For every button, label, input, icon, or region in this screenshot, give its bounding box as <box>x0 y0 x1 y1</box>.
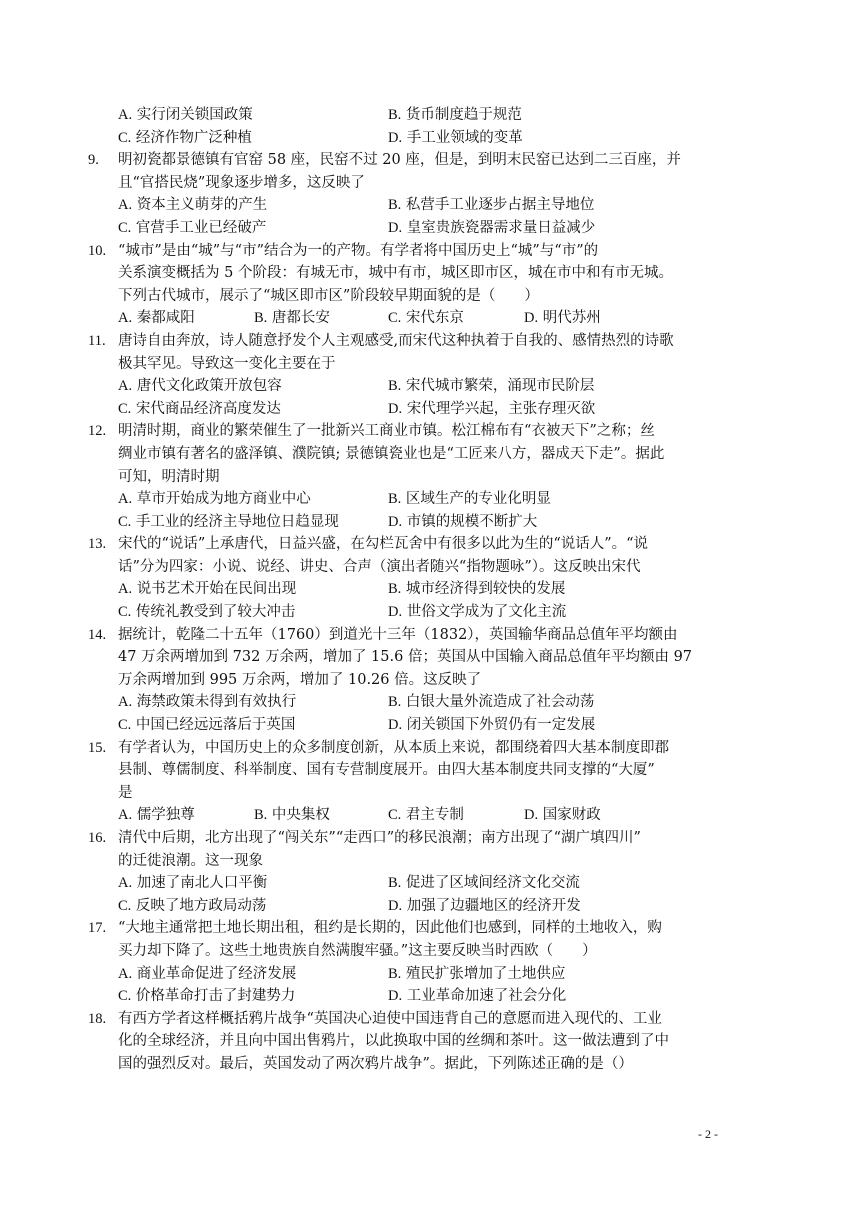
question-stem-line: 话”分为四家：小说、说经、讲史、合声（演出者随兴“指物题咏”）。这反映出宋代 <box>118 558 641 575</box>
question-stem-line: 是 <box>118 784 133 801</box>
option-d[interactable]: D. 市镇的规模不断扩大 <box>388 513 538 530</box>
question-15 <box>88 737 738 827</box>
option-a[interactable]: A. 实行闭关锁国政策 <box>118 107 253 123</box>
question-stem-line: 绸业市镇有著名的盛泽镇、濮院镇; 景德镇瓷业也是“工匠来八方，器成天下走”。据此 <box>118 445 665 462</box>
page-number: - 2 - <box>698 1127 718 1141</box>
option-d[interactable]: D. 皇室贵族瓷器需求量日益减少 <box>388 219 596 236</box>
question-stem-line: 清代中后期，北方出现了“闯关东”“走西口”的移民浪潮；南方出现了“湖广填四川” <box>118 830 641 846</box>
question-number: 10. <box>88 242 107 259</box>
question-13 <box>88 533 738 623</box>
question-list <box>88 104 738 1076</box>
question-12 <box>88 420 738 533</box>
question-number: 13. <box>88 536 107 553</box>
option-b[interactable]: B. 城市经济得到较快的发展 <box>388 581 566 598</box>
option-d[interactable]: D. 加强了边疆地区的经济开发 <box>388 897 581 914</box>
question-stem-line: 47 万余两增加到 732 万余两，增加了 15.6 倍；英国从中国输入商品总值年平均额由 97 <box>118 649 693 666</box>
question-stem-line: 且“官搭民烧”现象逐步增多，这反映了 <box>118 174 365 191</box>
option-d[interactable]: D. 宋代理学兴起，主张存理灭欲 <box>388 400 596 417</box>
question-stem-line: 县制、尊儒制度、科举制度、国有专营制度展开。由四大基本制度共同支撑的“大厦” <box>118 762 655 779</box>
option-d[interactable]: D. 闭关锁国下外贸仍有一定发展 <box>388 717 596 734</box>
option-a[interactable]: A. 加速了南北人口平衡 <box>118 875 268 892</box>
question-18 <box>88 1008 738 1076</box>
option-b[interactable]: B. 中央集权 <box>254 807 330 824</box>
question-stem-line: 有西方学者这样概括鸦片战争“英国决心迫使中国违背自己的意愿而进入现代的、工业 <box>118 1010 662 1027</box>
option-a[interactable]: A. 资本主义萌芽的产生 <box>118 197 268 214</box>
question-number: 14. <box>88 626 107 643</box>
option-c[interactable]: C. 中国已经远远落后于英国 <box>118 717 296 734</box>
question-stem-line: 的迁徙浪潮。这一现象 <box>118 852 263 869</box>
option-b[interactable]: B. 殖民扩张增加了土地供应 <box>388 965 566 982</box>
option-b[interactable]: B. 区域生产的专业化明显 <box>388 491 551 508</box>
question-14 <box>88 624 738 737</box>
question-number: 18. <box>88 1010 107 1027</box>
question-stem-line: 明初瓷都景德镇有官窑 58 座，民窑不过 20 座，但是，到明末民窑已达到二三百座，并 <box>118 152 681 169</box>
option-d[interactable]: D. 明代苏州 <box>524 310 601 327</box>
option-b[interactable]: B. 促进了区域间经济文化交流 <box>388 875 580 892</box>
question-stem-line: 国的强烈反对。最后，英国发动了两次鸦片战争”。据此，下列陈述正确的是（） <box>118 1055 633 1072</box>
option-c[interactable]: C. 手工业的经济主导地位日趋显现 <box>118 513 339 530</box>
question-stem-line: 买力却下降了。这些土地贵族自然满腹牢骚。”这主要反映当时西欧（ ） <box>118 942 597 959</box>
question-number: 16. <box>88 830 107 846</box>
option-a[interactable]: A. 海禁政策未得到有效执行 <box>118 694 297 711</box>
option-b[interactable]: B. 唐都长安 <box>254 310 330 327</box>
question-stem-line: 可知，明清时期 <box>118 468 220 485</box>
option-c[interactable]: C. 价格革命打击了封建势力 <box>118 988 296 1005</box>
option-c[interactable]: C. 官营手工业已经破产 <box>118 219 267 236</box>
option-a[interactable]: A. 唐代文化政策开放包容 <box>118 378 282 395</box>
question-number: 12. <box>88 423 107 440</box>
question-number: 15. <box>88 739 107 756</box>
question-11 <box>88 330 738 420</box>
option-d[interactable]: D. 手工业领域的变革 <box>388 129 523 146</box>
option-a[interactable]: A. 说书艺术开始在民间出现 <box>118 581 297 598</box>
question-number: 17. <box>88 920 107 937</box>
question-16 <box>88 827 738 917</box>
question-stem-line: “大地主通常把土地长期出租，租约是长期的，因此他们也感到，同样的土地收入，购 <box>118 920 662 937</box>
option-a[interactable]: A. 草市开始成为地方商业中心 <box>118 491 311 508</box>
option-b[interactable]: B. 货币制度趋于规范 <box>388 107 522 123</box>
question-stem-line: 唐诗自由奔放，诗人随意抒发个人主观感受,而宋代这种执着于自我的、感情热烈的诗歌 <box>118 332 674 349</box>
question-stem-line: 化的全球经济，并且向中国出售鸦片，以此换取中国的丝绸和茶叶。这一做法遭到了中 <box>118 1033 669 1050</box>
question-stem-line: 极其罕见。导致这一变化主要在于 <box>118 355 336 372</box>
option-d[interactable]: D. 工业革命加速了社会分化 <box>388 988 567 1005</box>
option-c[interactable]: C. 经济作物广泛种植 <box>118 129 252 146</box>
question-stem-line: “城市”是由“城”与“市”结合为一的产物。有学者将中国历史上“城”与“市”的 <box>118 242 599 259</box>
question-stem-line: 宋代的“说话”上承唐代，日益兴盛，在勾栏瓦舍中有很多以此为生的“说话人”。“说 <box>118 536 649 553</box>
option-c[interactable]: C. 反映了地方政局动荡 <box>118 897 267 914</box>
option-a[interactable]: A. 商业革命促进了经济发展 <box>118 965 297 982</box>
question-10 <box>88 240 738 330</box>
question-17 <box>88 917 738 1007</box>
question-stem-line: 万余两增加到 995 万余两，增加了 10.26 倍。这反映了 <box>118 671 482 688</box>
question-number: 9. <box>88 152 99 169</box>
option-b[interactable]: B. 宋代城市繁荣，涌现市民阶层 <box>388 378 595 395</box>
option-d[interactable]: D. 世俗文学成为了文化主流 <box>388 604 567 621</box>
option-c[interactable]: C. 传统礼教受到了较大冲击 <box>118 604 296 621</box>
question-stem-line: 据统计，乾隆二十五年（1760）到道光十三年（1832），英国输华商品总值年平均额由 <box>118 626 678 643</box>
option-c[interactable]: C. 君主专制 <box>388 807 464 824</box>
option-a[interactable]: A. 儒学独尊 <box>118 807 195 824</box>
question-stem-line: 有学者认为，中国历史上的众多制度创新，从本质上来说，都围绕着四大基本制度即郡 <box>118 739 669 756</box>
option-b[interactable]: B. 白银大量外流造成了社会动荡 <box>388 694 595 711</box>
question-number: 11. <box>88 332 106 349</box>
option-a[interactable]: A. 秦都咸阳 <box>118 310 195 327</box>
question-stem-line: 下列古代城市，展示了“城区即市区”阶段较早期面貌的是（ ） <box>118 287 539 304</box>
option-d[interactable]: D. 国家财政 <box>524 807 601 824</box>
question-stem-line: 明清时期，商业的繁荣催生了一批新兴工商业市镇。松江棉布有“衣被天下”之称；丝 <box>118 423 655 440</box>
option-b[interactable]: B. 私营手工业逐步占据主导地位 <box>388 197 595 214</box>
question-stem-line: 关系演变概括为 5 个阶段：有城无市，城中有市，城区即市区，城在市中和有市无城。 <box>118 265 673 282</box>
question-8-options <box>118 104 738 149</box>
question-9 <box>88 149 738 239</box>
option-c[interactable]: C. 宋代商品经济高度发达 <box>118 400 281 417</box>
option-c[interactable]: C. 宋代东京 <box>388 310 464 327</box>
